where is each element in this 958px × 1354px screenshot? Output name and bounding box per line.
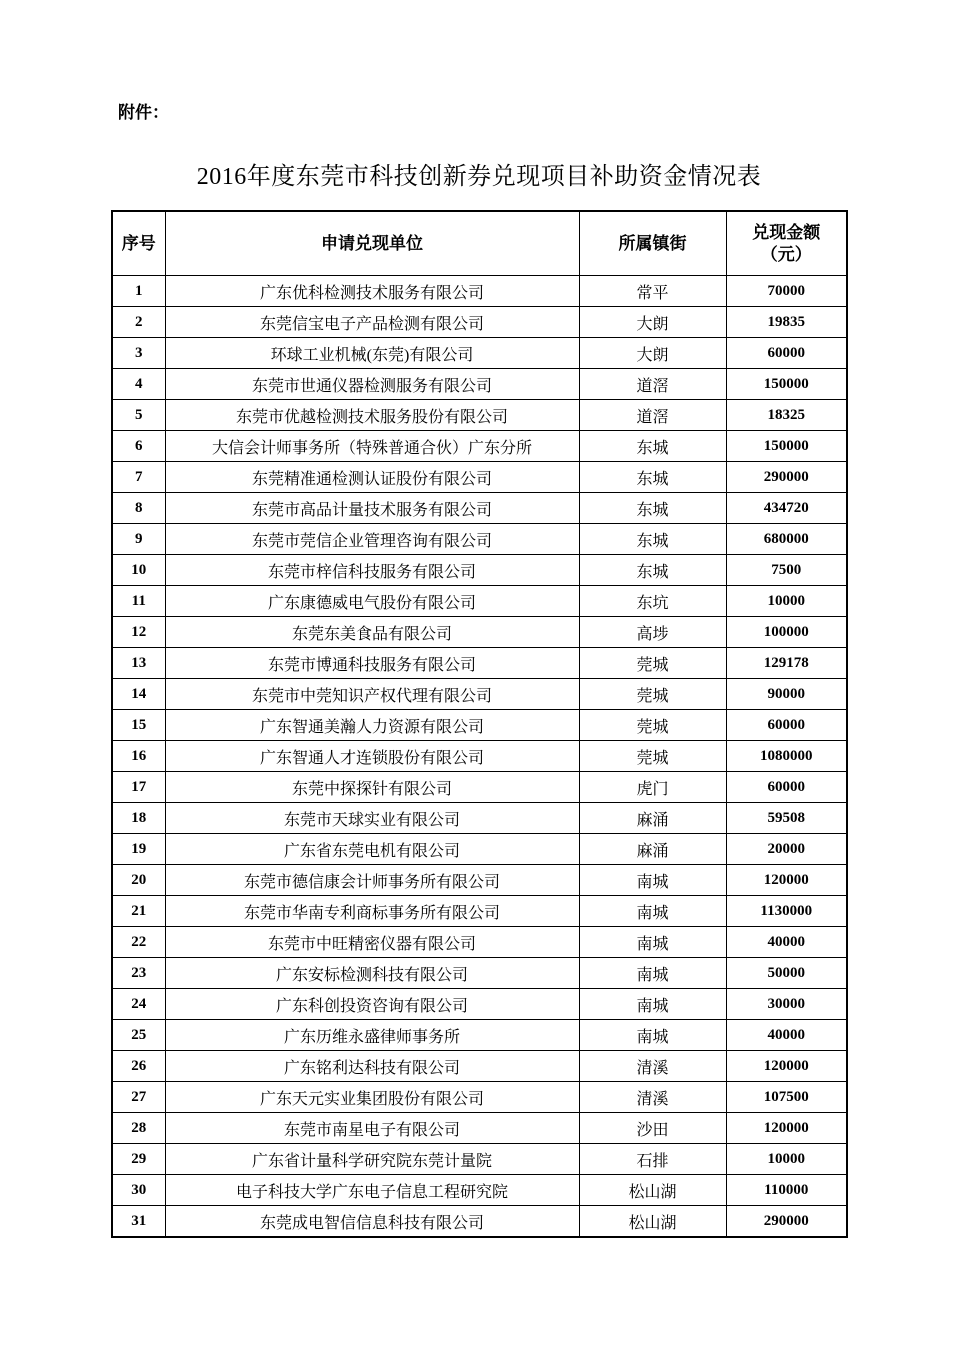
amount-cell: 50000 [726, 958, 847, 989]
town-cell: 清溪 [579, 1051, 726, 1082]
unit-cell: 广东康德威电气股份有限公司 [165, 586, 579, 617]
unit-cell: 广东智通美瀚人力资源有限公司 [165, 710, 579, 741]
town-cell: 南城 [579, 927, 726, 958]
unit-cell: 电子科技大学广东电子信息工程研究院 [165, 1175, 579, 1206]
town-cell: 松山湖 [579, 1175, 726, 1206]
unit-cell: 东莞市世通仪器检测服务有限公司 [165, 369, 579, 400]
serial-cell: 10 [112, 555, 165, 586]
serial-cell: 19 [112, 834, 165, 865]
serial-cell: 29 [112, 1144, 165, 1175]
amount-cell: 40000 [726, 927, 847, 958]
town-cell: 麻涌 [579, 803, 726, 834]
table-row [112, 617, 847, 648]
header-unit: 申请兑现单位 [165, 211, 579, 276]
serial-cell: 24 [112, 989, 165, 1020]
table-row [112, 1144, 847, 1175]
town-cell: 莞城 [579, 710, 726, 741]
town-cell: 东城 [579, 462, 726, 493]
serial-cell: 12 [112, 617, 165, 648]
town-cell: 清溪 [579, 1082, 726, 1113]
amount-cell: 19835 [726, 307, 847, 338]
table-header-row [112, 211, 847, 276]
amount-cell: 100000 [726, 617, 847, 648]
serial-cell: 18 [112, 803, 165, 834]
table-row [112, 989, 847, 1020]
table-row [112, 1206, 847, 1238]
town-cell: 常平 [579, 276, 726, 307]
unit-cell: 东莞市中莞知识产权代理有限公司 [165, 679, 579, 710]
serial-cell: 22 [112, 927, 165, 958]
table-row [112, 1051, 847, 1082]
serial-cell: 16 [112, 741, 165, 772]
unit-cell: 东莞市优越检测技术服务股份有限公司 [165, 400, 579, 431]
table-row [112, 307, 847, 338]
serial-cell: 28 [112, 1113, 165, 1144]
header-town: 所属镇街 [579, 211, 726, 276]
serial-cell: 13 [112, 648, 165, 679]
town-cell: 道滘 [579, 400, 726, 431]
unit-cell: 东莞东美食品有限公司 [165, 617, 579, 648]
table-row [112, 524, 847, 555]
unit-cell: 大信会计师事务所（特殊普通合伙）广东分所 [165, 431, 579, 462]
town-cell: 莞城 [579, 648, 726, 679]
unit-cell: 东莞市梓信科技服务有限公司 [165, 555, 579, 586]
unit-cell: 广东省计量科学研究院东莞计量院 [165, 1144, 579, 1175]
attachment-label: 附件： [118, 103, 169, 122]
town-cell: 沙田 [579, 1113, 726, 1144]
town-cell: 南城 [579, 958, 726, 989]
amount-cell: 60000 [726, 338, 847, 369]
table-row [112, 431, 847, 462]
amount-cell: 7500 [726, 555, 847, 586]
table-row [112, 896, 847, 927]
unit-cell: 广东科创投资咨询有限公司 [165, 989, 579, 1020]
amount-cell: 150000 [726, 431, 847, 462]
table-row [112, 1113, 847, 1144]
table-row [112, 1082, 847, 1113]
serial-cell: 31 [112, 1206, 165, 1238]
town-cell: 道滘 [579, 369, 726, 400]
amount-cell: 107500 [726, 1082, 847, 1113]
table-row [112, 1175, 847, 1206]
unit-cell: 广东历维永盛律师事务所 [165, 1020, 579, 1051]
town-cell: 东城 [579, 493, 726, 524]
unit-cell: 广东省东莞电机有限公司 [165, 834, 579, 865]
table-row [112, 865, 847, 896]
amount-cell: 59508 [726, 803, 847, 834]
town-cell: 东城 [579, 555, 726, 586]
table-row [112, 276, 847, 307]
unit-cell: 广东铭利达科技有限公司 [165, 1051, 579, 1082]
amount-cell: 20000 [726, 834, 847, 865]
serial-cell: 1 [112, 276, 165, 307]
header-amount [726, 211, 847, 276]
table-row [112, 493, 847, 524]
amount-cell: 10000 [726, 1144, 847, 1175]
serial-cell: 15 [112, 710, 165, 741]
amount-cell: 290000 [726, 462, 847, 493]
header-amount-unit: （元） [760, 244, 812, 264]
amount-cell: 60000 [726, 772, 847, 803]
unit-cell: 东莞市南星电子有限公司 [165, 1113, 579, 1144]
serial-cell: 27 [112, 1082, 165, 1113]
unit-cell: 东莞市博通科技服务有限公司 [165, 648, 579, 679]
town-cell: 东城 [579, 431, 726, 462]
header-amount-label: 兑现金额 [752, 222, 821, 242]
town-cell: 南城 [579, 989, 726, 1020]
unit-cell: 东莞市华南专利商标事务所有限公司 [165, 896, 579, 927]
amount-cell: 40000 [726, 1020, 847, 1051]
unit-cell: 广东天元实业集团股份有限公司 [165, 1082, 579, 1113]
serial-cell: 11 [112, 586, 165, 617]
table-row [112, 834, 847, 865]
amount-cell: 120000 [726, 1051, 847, 1082]
amount-cell: 60000 [726, 710, 847, 741]
town-cell: 东坑 [579, 586, 726, 617]
table-row [112, 648, 847, 679]
town-cell: 松山湖 [579, 1206, 726, 1238]
unit-cell: 东莞成电智信信息科技有限公司 [165, 1206, 579, 1238]
amount-cell: 120000 [726, 1113, 847, 1144]
town-cell: 东城 [579, 524, 726, 555]
serial-cell: 17 [112, 772, 165, 803]
unit-cell: 东莞市德信康会计师事务所有限公司 [165, 865, 579, 896]
town-cell: 莞城 [579, 679, 726, 710]
table-row [112, 400, 847, 431]
amount-cell: 1130000 [726, 896, 847, 927]
town-cell: 大朗 [579, 338, 726, 369]
amount-cell: 680000 [726, 524, 847, 555]
town-cell: 高埗 [579, 617, 726, 648]
unit-cell: 东莞市中旺精密仪器有限公司 [165, 927, 579, 958]
table-row [112, 772, 847, 803]
serial-cell: 8 [112, 493, 165, 524]
amount-cell: 434720 [726, 493, 847, 524]
amount-cell: 18325 [726, 400, 847, 431]
town-cell: 南城 [579, 865, 726, 896]
unit-cell: 东莞市高品计量技术服务有限公司 [165, 493, 579, 524]
serial-cell: 5 [112, 400, 165, 431]
serial-cell: 23 [112, 958, 165, 989]
serial-cell: 30 [112, 1175, 165, 1206]
serial-cell: 2 [112, 307, 165, 338]
table-row [112, 555, 847, 586]
unit-cell: 广东安标检测科技有限公司 [165, 958, 579, 989]
serial-cell: 9 [112, 524, 165, 555]
table-row [112, 462, 847, 493]
table-row [112, 927, 847, 958]
unit-cell: 环球工业机械(东莞)有限公司 [165, 338, 579, 369]
unit-cell: 东莞市莞信企业管理咨询有限公司 [165, 524, 579, 555]
serial-cell: 14 [112, 679, 165, 710]
serial-cell: 6 [112, 431, 165, 462]
unit-cell: 广东优科检测技术服务有限公司 [165, 276, 579, 307]
serial-cell: 21 [112, 896, 165, 927]
serial-cell: 4 [112, 369, 165, 400]
table-row [112, 710, 847, 741]
amount-cell: 10000 [726, 586, 847, 617]
unit-cell: 东莞信宝电子产品检测有限公司 [165, 307, 579, 338]
serial-cell: 7 [112, 462, 165, 493]
table-row [112, 369, 847, 400]
amount-cell: 1080000 [726, 741, 847, 772]
town-cell: 南城 [579, 1020, 726, 1051]
amount-cell: 120000 [726, 865, 847, 896]
unit-cell: 广东智通人才连锁股份有限公司 [165, 741, 579, 772]
serial-cell: 3 [112, 338, 165, 369]
table-row [112, 586, 847, 617]
amount-cell: 30000 [726, 989, 847, 1020]
subsidy-table [111, 210, 848, 1238]
amount-cell: 110000 [726, 1175, 847, 1206]
town-cell: 虎门 [579, 772, 726, 803]
table-row [112, 803, 847, 834]
town-cell: 大朗 [579, 307, 726, 338]
town-cell: 石排 [579, 1144, 726, 1175]
amount-cell: 70000 [726, 276, 847, 307]
serial-cell: 25 [112, 1020, 165, 1051]
town-cell: 麻涌 [579, 834, 726, 865]
unit-cell: 东莞中探探针有限公司 [165, 772, 579, 803]
serial-cell: 20 [112, 865, 165, 896]
table-row [112, 679, 847, 710]
header-serial: 序号 [112, 211, 165, 276]
unit-cell: 东莞精准通检测认证股份有限公司 [165, 462, 579, 493]
amount-cell: 129178 [726, 648, 847, 679]
document-title: 2016年度东莞市科技创新券兑现项目补助资金情况表 [196, 164, 762, 190]
table-row [112, 1020, 847, 1051]
serial-cell: 26 [112, 1051, 165, 1082]
amount-cell: 90000 [726, 679, 847, 710]
amount-cell: 150000 [726, 369, 847, 400]
town-cell: 莞城 [579, 741, 726, 772]
town-cell: 南城 [579, 896, 726, 927]
table-row [112, 958, 847, 989]
table-row [112, 338, 847, 369]
unit-cell: 东莞市天球实业有限公司 [165, 803, 579, 834]
table-row [112, 741, 847, 772]
amount-cell: 290000 [726, 1206, 847, 1238]
